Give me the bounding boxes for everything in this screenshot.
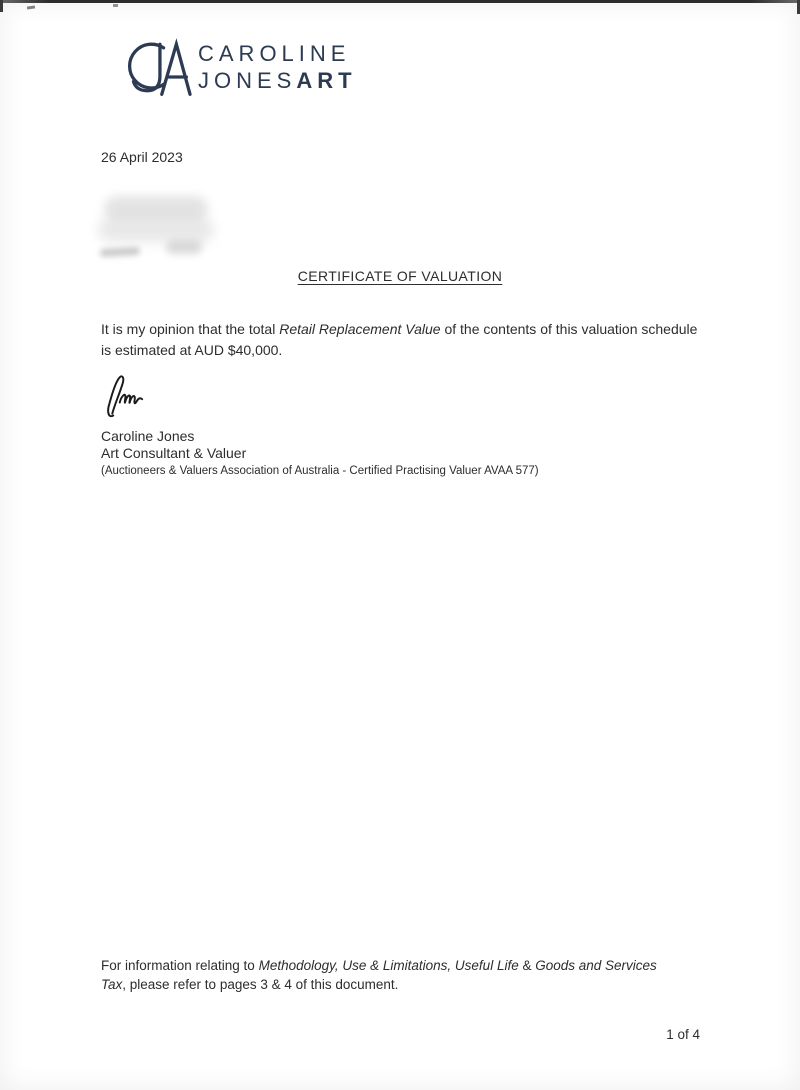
body-segment: of the contents of this valuation schedule is estimated at AUD $40,000. bbox=[101, 321, 698, 358]
brand-name bbox=[198, 36, 357, 94]
monogram-letter-a bbox=[162, 44, 190, 94]
footer-segment-italic: Goods and Services Tax bbox=[101, 958, 657, 992]
document-title: CERTIFICATE OF VALUATION bbox=[297, 268, 503, 284]
valuation-statement bbox=[101, 319, 698, 361]
redaction-blur bbox=[100, 247, 140, 257]
signatory-role: Art Consultant & Valuer bbox=[101, 444, 247, 461]
footer-segment: & bbox=[518, 958, 536, 973]
scan-speck bbox=[113, 4, 118, 7]
body-segment: It is my opinion that the total bbox=[101, 321, 280, 337]
handwritten-signature bbox=[102, 370, 158, 420]
brand-line2: JONESART bbox=[198, 68, 357, 93]
signatory-accreditation: (Auctioneers & Valuers Association of Australia - Certified Practising Valuer AVAA 577) bbox=[101, 465, 539, 477]
scan-edge-artifact bbox=[0, 0, 800, 3]
scan-speck bbox=[27, 5, 35, 9]
letterhead bbox=[106, 36, 357, 98]
body-segment-italic: Retail Replacement Value bbox=[279, 321, 441, 337]
signatory-name: Caroline Jones bbox=[101, 428, 195, 444]
footer-segment: For information relating to bbox=[101, 958, 259, 973]
redaction-blur bbox=[98, 218, 214, 242]
letter-date: 26 April 2023 bbox=[101, 149, 183, 165]
redaction-blur bbox=[166, 240, 202, 254]
signatory-block bbox=[101, 428, 539, 480]
brand-line1: CAROLINE bbox=[198, 41, 351, 66]
redacted-recipient-address bbox=[96, 190, 246, 264]
page-number: 1 of 4 bbox=[666, 1027, 700, 1042]
footer-segment: , please refer to pages 3 & 4 of this document. bbox=[122, 977, 399, 992]
scan-edge-artifact bbox=[0, 0, 3, 12]
cja-monogram-logo bbox=[106, 36, 192, 98]
footer-note bbox=[101, 956, 669, 994]
footer-segment-italic: Methodology, Use & Limitations, Useful Life bbox=[258, 958, 519, 973]
